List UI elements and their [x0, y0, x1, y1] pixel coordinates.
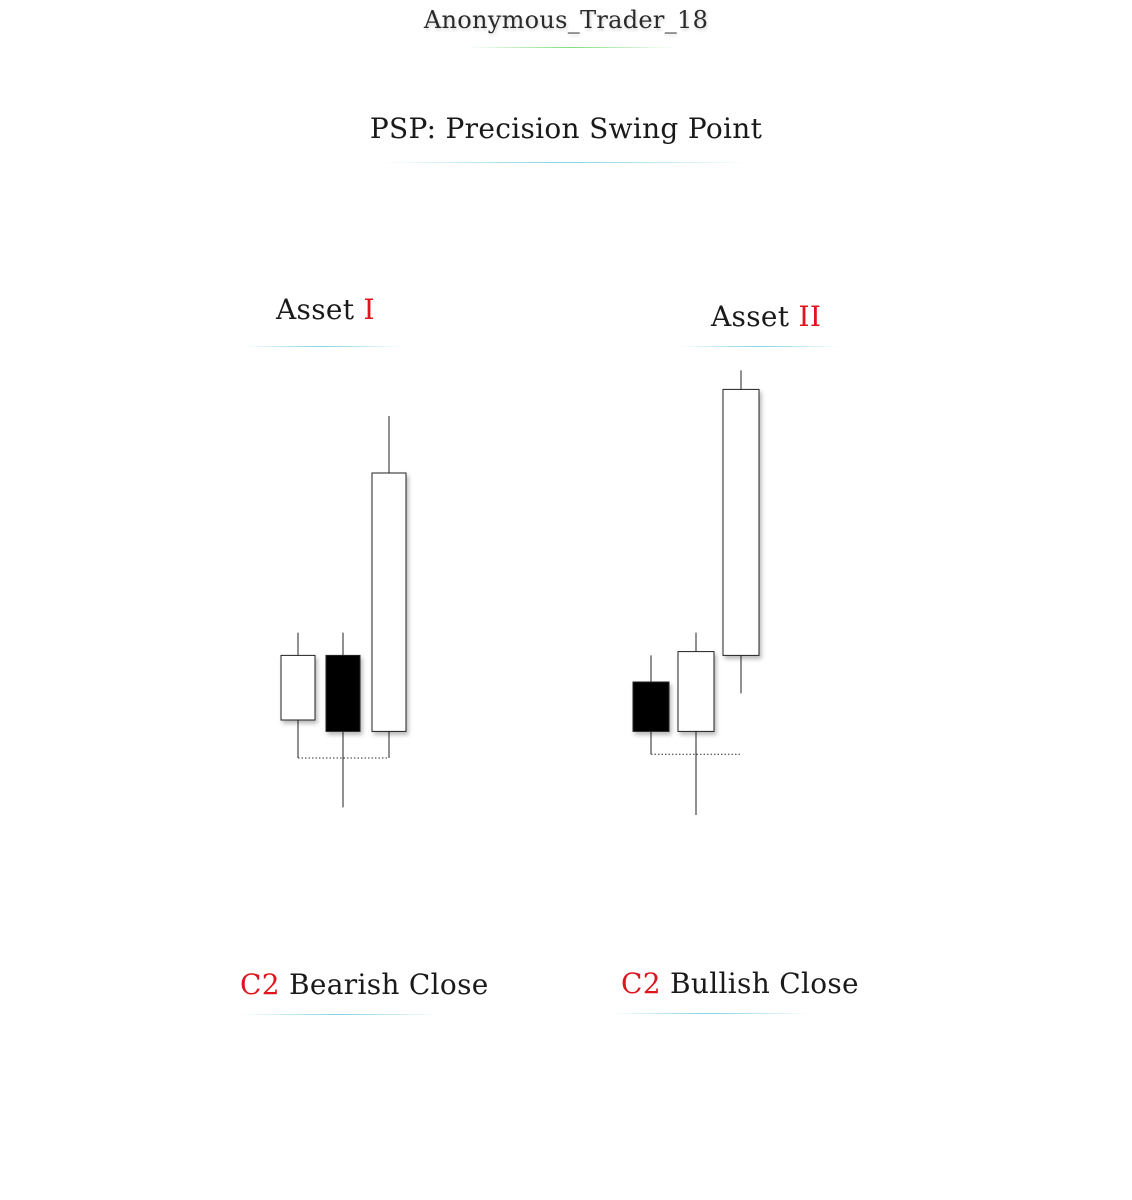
asset-i-word: Asset — [276, 293, 364, 326]
asset-i-c3-body — [372, 473, 406, 731]
asset-i-caption-prefix: C2 — [240, 968, 280, 1001]
asset-i-c1-body — [281, 655, 315, 720]
author-name: Anonymous_Trader_18 — [423, 6, 709, 34]
asset-ii-candles — [633, 370, 759, 815]
asset-ii-caption-prefix: C2 — [621, 967, 661, 1000]
asset-ii-c1-body — [633, 682, 669, 731]
asset-i-caption-underline — [240, 1014, 438, 1015]
asset-i-numeral: I — [363, 293, 375, 326]
asset-i-caption — [240, 968, 489, 1001]
asset-ii-word: Asset — [711, 300, 799, 333]
asset-ii-c2-body — [678, 652, 714, 732]
asset-i-candles — [281, 416, 406, 807]
asset-ii-c3-body — [723, 389, 759, 655]
page-title: PSP: Precision Swing Point — [369, 112, 763, 145]
asset-i-c2-body — [326, 655, 360, 731]
asset-ii-numeral: II — [798, 300, 822, 333]
asset-ii-caption-underline — [611, 1013, 809, 1014]
asset-ii-caption-text: Bullish Close — [660, 967, 859, 1000]
asset-i-caption-text: Bearish Close — [279, 968, 489, 1001]
asset-ii-caption — [621, 967, 859, 1000]
